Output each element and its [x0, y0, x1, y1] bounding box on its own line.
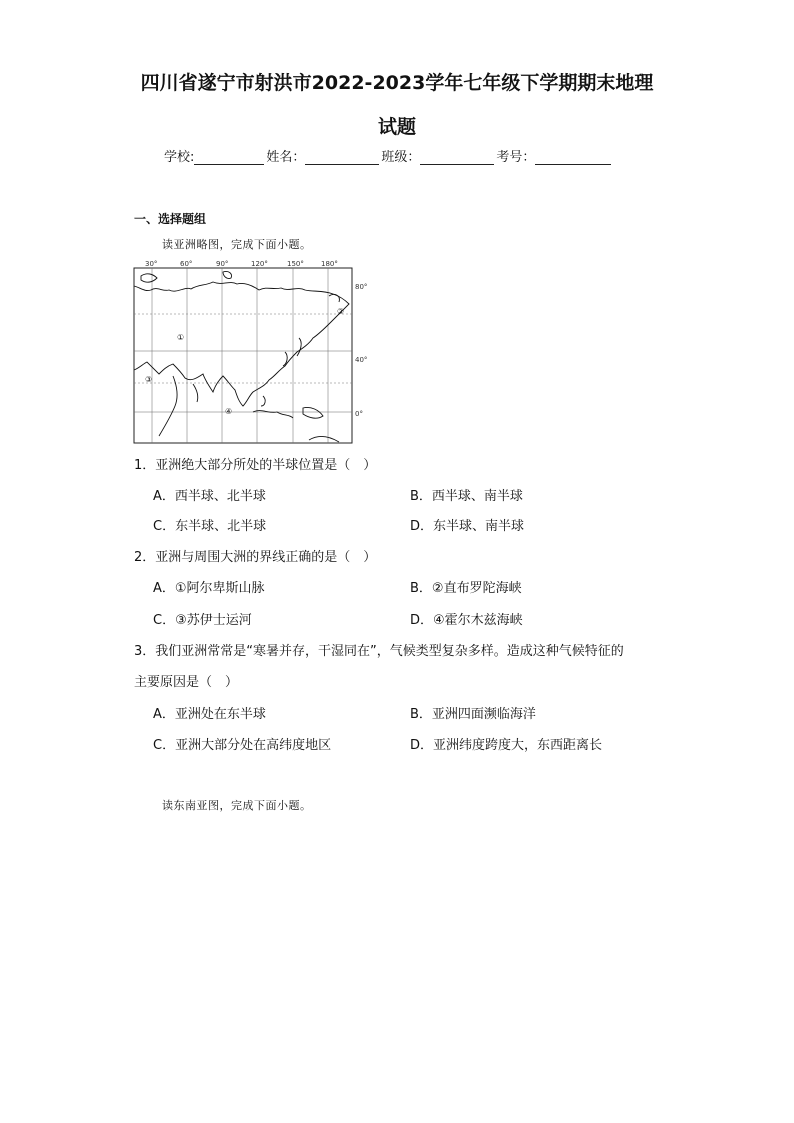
name-label: 姓名：: [266, 150, 306, 165]
exam-number-blank[interactable]: [535, 150, 611, 165]
coastlines: [134, 271, 349, 442]
q2-option-b[interactable]: B．②直布罗陀海峡: [410, 581, 522, 596]
lon-label: 180°: [321, 260, 338, 268]
marker-1: ①: [177, 333, 185, 342]
lon-label: 120°: [251, 260, 268, 268]
asia-map: [133, 256, 373, 446]
map-intro-text: 读亚洲略图，完成下面小题。: [162, 238, 312, 251]
lon-label: 30°: [145, 260, 158, 268]
lat-label: 80°: [355, 283, 368, 291]
q1-option-a[interactable]: A．西半球、北半球: [153, 489, 266, 504]
school-blank[interactable]: [194, 150, 264, 165]
marker-2: ②: [337, 307, 345, 316]
q2-option-d[interactable]: D．④霍尔木兹海峡: [410, 613, 523, 628]
lat-label: 40°: [355, 356, 368, 364]
dashed-parallels: [134, 314, 352, 383]
q2-option-a[interactable]: A．①阿尔卑斯山脉: [153, 581, 265, 596]
section-heading: 一、选择题组: [134, 212, 207, 226]
question-3-stem-line1: 3．我们亚洲常常是“寒暑并存，干湿同在”，气候类型复杂多样。造成这种气候特征的: [134, 644, 624, 659]
graticule: [134, 268, 352, 443]
q3-option-d[interactable]: D．亚洲纬度跨度大，东西距离长: [410, 738, 603, 753]
southeast-asia-intro-text: 读东南亚图，完成下面小题。: [162, 799, 312, 812]
name-blank[interactable]: [305, 150, 379, 165]
question-3-stem-line2: 主要原因是（ ）: [134, 675, 239, 690]
q1-option-c[interactable]: C．东半球、北半球: [153, 519, 267, 534]
exam-number-label: 考号：: [496, 150, 536, 165]
q1-option-d[interactable]: D．东半球、南半球: [410, 519, 525, 534]
lon-label: 150°: [287, 260, 304, 268]
lat-label: 0°: [355, 410, 363, 418]
marker-3: ③: [145, 375, 153, 384]
q2-option-c[interactable]: C．③苏伊士运河: [153, 613, 252, 628]
q3-option-c[interactable]: C．亚洲大部分处在高纬度地区: [153, 738, 332, 753]
class-blank[interactable]: [420, 150, 494, 165]
map-frame: [134, 268, 352, 443]
lon-label: 60°: [180, 260, 193, 268]
class-label: 班级：: [381, 150, 421, 165]
marker-4: ④: [225, 407, 233, 416]
q3-option-b[interactable]: B．亚洲四面濒临海洋: [410, 707, 536, 722]
q1-option-b[interactable]: B．西半球、南半球: [410, 489, 523, 504]
lon-label: 90°: [216, 260, 229, 268]
exam-title-line1: 四川省遂宁市射洪市2022-2023学年七年级下学期期末地理: [140, 72, 654, 94]
school-label: 学校:: [164, 150, 195, 165]
q3-option-a[interactable]: A．亚洲处在东半球: [153, 707, 266, 722]
question-2-stem: 2．亚洲与周围大洲的界线正确的是（ ）: [134, 550, 377, 565]
exam-title-line2: 试题: [377, 116, 416, 138]
question-1-stem: 1．亚洲绝大部分所处的半球位置是（ ）: [134, 458, 377, 473]
student-info-row: [164, 146, 613, 165]
